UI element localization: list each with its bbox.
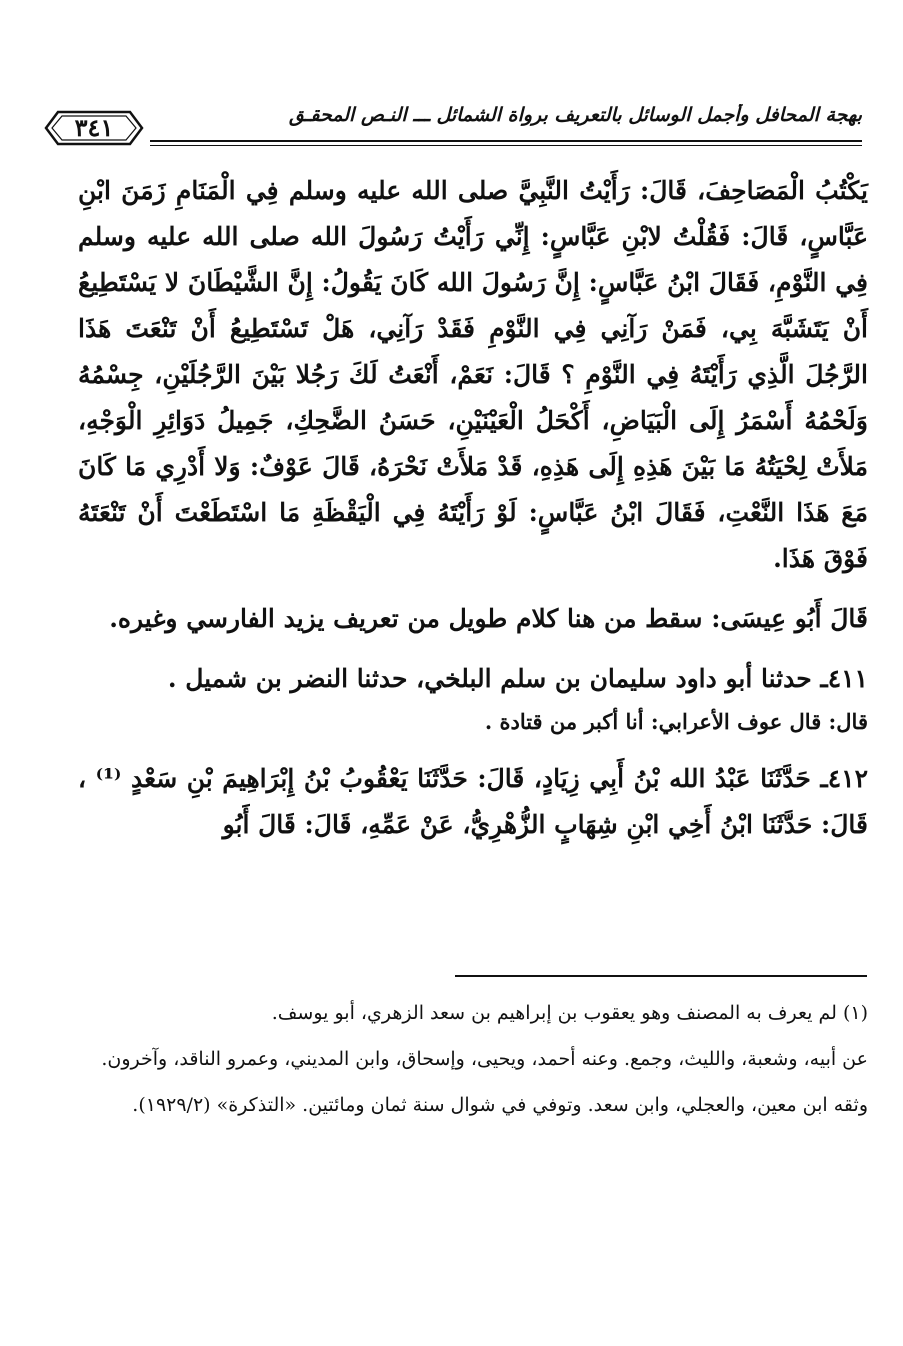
footnote-1-grading: وثقه ابن معين، والعجلي، وابن سعد. وتوفي في شوال سنة ثمان ومائتين. «التذكرة» (١٩٢٩/٢).	[132, 1094, 868, 1116]
hadith-411-note: قال: قال عوف الأعرابي: أنا أكبر من قتادة .	[484, 709, 868, 734]
footnote-1-teachers: عن أبيه، وشعبة، والليث، وجمع. وعنه أحمد، ويحيى، وإسحاق، وابن المديني، وعمرو الناقد، وآخرون.	[101, 1048, 868, 1070]
running-title: بهجة المحافل وأجمل الوسائل بالتعريف برواة الشمائل ـــ النـص المحقـق	[289, 104, 862, 126]
page-number: ٣٤١	[74, 113, 114, 142]
header-rule-thin	[150, 145, 862, 146]
main-text	[78, 168, 868, 848]
footnote-1: (١) لم يعرف به المصنف وهو يعقوب بن إبراهيم بن سعد الزهري، أبو يوسف.	[271, 1002, 868, 1024]
hadith-412: ٤١٢ـ حَدَّثَنَا عَبْدُ الله بْنُ أَبِي زِيَادٍ، قَالَ: حَدَّثَنَا يَعْقُوبُ بْنُ إِبْرَاهِيمَ بْنِ سَعْدٍ ⁽¹⁾ ، قَالَ: حَدَّثَنَا ابْنُ أَخِي ابْنِ شِهَابٍ الزُّهْرِيُّ، عَنْ عَمِّهِ، قَالَ: قَالَ أَبُو	[78, 764, 869, 839]
hadith-411: ٤١١ـ حدثنا أبو داود سليمان بن سلم البلخي، حدثنا النضر بن شميل .	[167, 664, 868, 693]
hadith-paragraph: يَكْتُبُ الْمَصَاحِفَ، قَالَ: رَأَيْتُ النَّبِيَّ صلى الله عليه وسلم فِي الْمَنَامِ زَمَنَ ابْنِ عَبَّاسٍ، قَالَ: فَقُلْتُ لابْنِ عَبَّاسٍ: إِنِّي رَأَيْتُ رَسُولَ الله صلى الله عليه وسلم فِي النَّوْمِ، فَقَالَ ابْنُ عَبَّاسٍ: إِنَّ رَسُولَ الله كَانَ يَقُولُ: إِنَّ الشَّيْطَانَ لا يَسْتَطِيعُ أَنْ يَتَشَبَّهَ بِي، فَمَنْ رَآنِي فِي النَّوْمِ فَقَدْ رَآنِي، هَلْ تَسْتَطِيعُ أَنْ تَنْعَتَ هَذَا الرَّجُلَ الَّذِي رَأَيْتَهُ فِي النَّوْمِ ؟ قَالَ: نَعَمْ، أَنْعَتُ لَكَ رَجُلا بَيْنَ الرَّجُلَيْنِ، جِسْمُهُ وَلَحْمُهُ أَسْمَرُ إِلَى الْبَيَاضِ، أَكْحَلُ الْعَيْنَيْنِ، حَسَنُ الضَّحِكِ، جَمِيلُ دَوَائِرِ الْوَجْهِ، مَلأَتْ لِحْيَتُهُ مَا بَيْنَ هَذِهِ إِلَى هَذِهِ، قَدْ مَلأَتْ نَحْرَهُ، قَالَ عَوْفٌ: وَلا أَدْرِي مَا كَانَ مَعَ هَذَا النَّعْتِ، فَقَالَ ابْنُ عَبَّاسٍ: لَوْ رَأَيْتَهُ فِي الْيَقْظَةِ مَا اسْتَطَعْتَ أَنْ تَنْعَتَهُ فَوْقَ هَذَا.	[78, 176, 868, 573]
running-header	[40, 100, 862, 160]
footnote-separator	[455, 975, 867, 977]
author-note: قَالَ أَبُو عِيسَى: سقط من هنا كلام طويل من تعريف يزيد الفارسي وغيره.	[109, 604, 868, 633]
page-number-badge	[40, 108, 148, 148]
footnotes	[78, 990, 868, 1128]
header-rule	[150, 140, 862, 142]
